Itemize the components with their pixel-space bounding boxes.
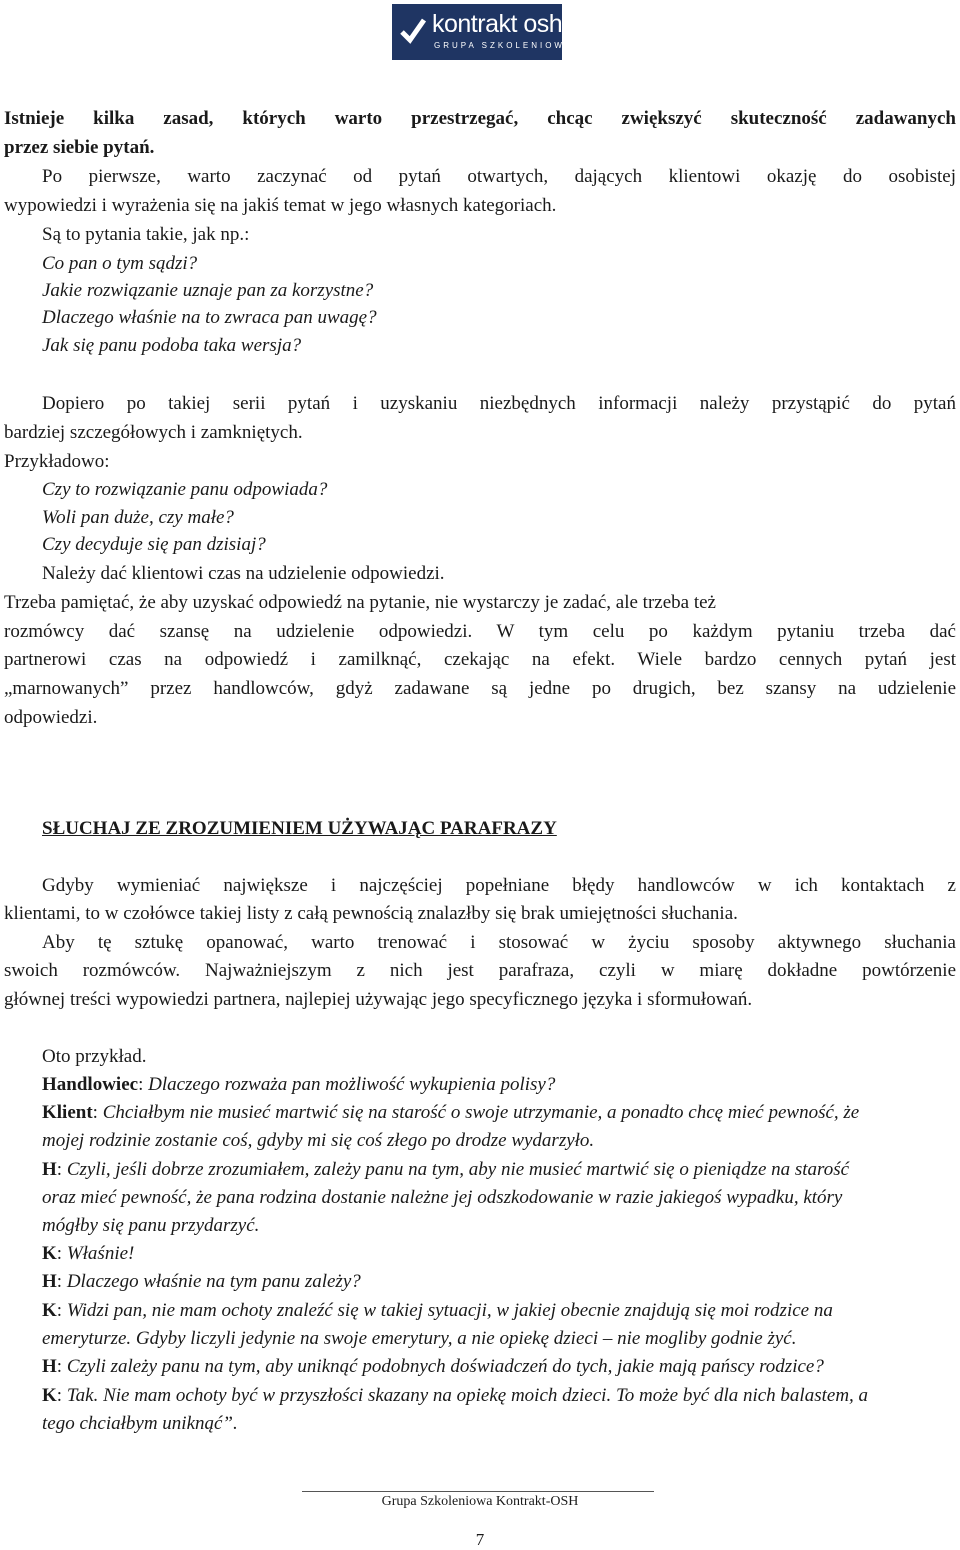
example-question: Co pan o tym sądzi? [42,253,198,274]
intro-line-2: przez siebie pytań. [4,137,155,158]
footer-divider [302,1491,654,1492]
logo-title: kontrakt osh [432,10,563,38]
paragraph-line: Po pierwsze, warto zaczynać od pytań otwartych, dających klientowi okazję do osobistej [42,166,956,187]
paragraph-line: swoich rozmówców. Najważniejszym z nich jest parafraza, czyli w miarę dokładne powtórzenie [4,960,956,981]
dialogue-text: Chciałbym nie musieć martwić się na starość o swoje utrzymanie, a ponadto chcę mieć pewność, że [97,1102,860,1123]
footer-company: Grupa Szkoleniowa Kontrakt-OSH [381,1494,579,1509]
speaker-label: Klient [42,1102,93,1123]
dialogue-text: Widzi pan, nie mam ochoty znaleźć się w takiej sytuacji, w jakiej obecnie znajdują się moi rodzice na [62,1300,833,1321]
example-question: Woli pan duże, czy małe? [42,507,234,528]
dialogue-text: emeryturze. Gdyby liczyli jedynie na swoje emerytury, a nie opiekę dzieci – nie mogliby godnie żyć. [42,1328,797,1349]
speaker-label: H [42,1271,57,1292]
paragraph-line: wypowiedzi i wyrażenia się na jakiś temat w jego własnych kategoriach. [4,195,557,216]
company-logo [392,4,574,60]
paragraph-line: rozmówcy dać szansę na udzielenie odpowiedzi. W tym celu po każdym pytaniu trzeba dać [4,621,956,642]
dialogue-text: oraz mieć pewność, że pana rodzina dostanie należne jej odszkodowanie w razie jakiegoś wypadku, który [42,1187,843,1208]
speaker-colon: : [56,1385,63,1406]
dialogue-line [42,1156,849,1184]
paragraph-line: „marnowanych” przez handlowców, gdyż zadawane są jedne po drugich, bez szansy na udzielenie [4,678,956,699]
dialogue-text: Właśnie! [62,1243,135,1264]
speaker-label: Handlowiec [42,1074,139,1095]
intro-line-1: Istnieje kilka zasad, których warto przestrzegać, chcąc zwiększyć skuteczność zadawanych [4,108,956,129]
dialogue-text: Tak. Nie mam ochoty być w przyszłości skazany na opiekę moich dzieci. To może być dla nich balastem, a [62,1385,869,1406]
dialogue-line [42,1099,859,1127]
dialogue-text: Dlaczego właśnie na tym panu zależy? [62,1271,361,1292]
logo-check-icon [400,16,426,46]
logo-subtitle: GRUPA SZKOLENIOWA [434,41,574,50]
example-question: Dlaczego właśnie na to zwraca pan uwagę? [42,307,377,328]
dialogue-text: mógłby się panu przydarzyć. [42,1215,260,1236]
speaker-label: K [42,1385,57,1406]
speaker-label: K [42,1300,57,1321]
paragraph-line: Przykładowo: [4,451,110,472]
paragraph-line: Trzeba pamiętać, że aby uzyskać odpowiedź na pytanie, nie wystarczy je zadać, ale trzeba też [4,592,716,613]
dialogue-line [42,1353,824,1381]
paragraph-line: bardziej szczegółowych i zamkniętych. [4,422,303,443]
example-question: Jakie rozwiązanie uznaje pan za korzystne? [42,280,374,301]
example-question: Jak się panu podoba taka wersja? [42,335,302,356]
paragraph-line: klientami, to w czołówce takiej listy z całą pewnością znalazłby się brak umiejętności słuchania. [4,903,738,924]
paragraph-line: Należy dać klientowi czas na udzielenie odpowiedzi. [42,563,445,584]
page-number: 7 [475,1530,485,1549]
speaker-colon: : [56,1159,63,1180]
dialogue-text: tego chciałbym uniknąć”. [42,1413,238,1434]
dialogue-line [42,1297,833,1325]
speaker-label: H [42,1356,57,1377]
dialogue-line [42,1268,361,1296]
speaker-colon: : [138,1074,144,1095]
dialogue-text: Czyli, jeśli dobrze zrozumiałem, zależy panu na tym, aby nie musieć martwić się o pieniądze na starość [62,1159,850,1180]
paragraph-line: Są to pytania takie, jak np.: [42,224,250,245]
dialogue-text: mojej rodzinie zostanie coś, gdyby mi się coś złego po drodze wydarzyło. [42,1130,595,1151]
paragraph-line: odpowiedzi. [4,707,98,728]
speaker-colon: : [56,1356,63,1377]
speaker-label: H [42,1159,57,1180]
example-question: Czy decyduje się pan dzisiaj? [42,534,266,555]
example-label: Oto przykład. [42,1046,147,1067]
speaker-colon: : [56,1243,63,1264]
section-heading: SŁUCHAJ ZE ZROZUMIENIEM UŻYWAJĄC PARAFRAZY [42,818,557,839]
dialogue-line [42,1240,134,1268]
paragraph-line: Gdyby wymieniać największe i najczęściej popełniane błędy handlowców w ich kontaktach z [42,875,956,896]
paragraph-line: Dopiero po takiej serii pytań i uzyskaniu niezbędnych informacji należy przystąpić do pytań [42,393,956,414]
dialogue-line [42,1071,555,1099]
example-question: Czy to rozwiązanie panu odpowiada? [42,479,328,500]
paragraph-line: głównej treści wypowiedzi partnera, najlepiej używając jego specyficznego języka i sformułowań. [4,989,753,1010]
speaker-colon: : [92,1102,98,1123]
dialogue-line [42,1382,868,1410]
paragraph-line: partnerowi czas na odpowiedź i zamilknąć, czekając na efekt. Wiele bardzo cennych pytań jest [4,649,956,670]
paragraph-line: Aby tę sztukę opanować, warto trenować i stosować w życiu sposoby aktywnego słuchania [42,932,956,953]
speaker-colon: : [56,1300,63,1321]
dialogue-text: Czyli zależy panu na tym, aby uniknąć podobnych doświadczeń do tych, jakie mają pańscy rodzice? [62,1356,824,1377]
speaker-label: K [42,1243,57,1264]
dialogue-text: Dlaczego rozważa pan możliwość wykupienia polisy? [143,1074,556,1095]
speaker-colon: : [56,1271,63,1292]
